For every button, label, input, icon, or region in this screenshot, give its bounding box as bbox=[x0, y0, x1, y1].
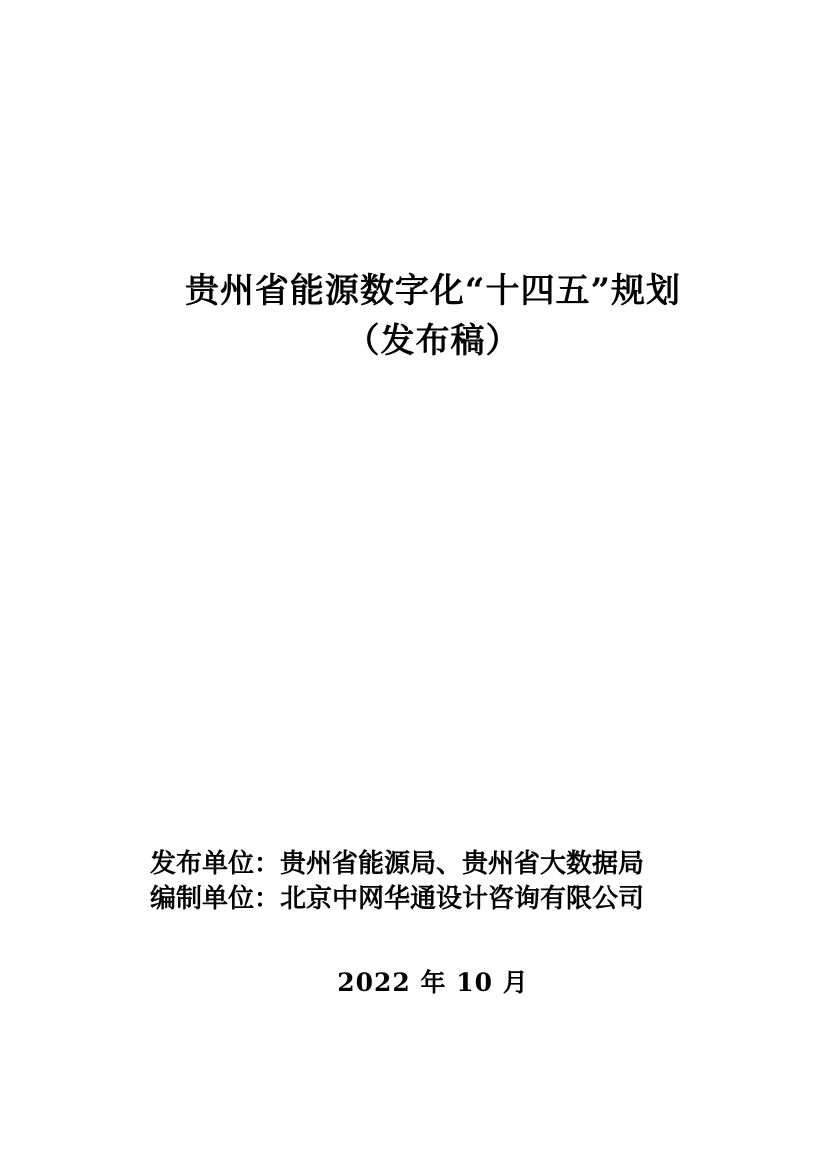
publication-date: 2022 年 10 月 bbox=[337, 968, 529, 997]
document-title-line-2: （发布稿） bbox=[345, 321, 521, 361]
document-title-block bbox=[40, 266, 826, 366]
publisher-line: 发布单位：贵州省能源局、贵州省大数据局 bbox=[150, 849, 645, 879]
publisher-block bbox=[150, 847, 644, 917]
compiler-line: 编制单位：北京中网华通设计咨询有限公司 bbox=[150, 884, 645, 914]
document-title-line-1: 贵州省能源数字化“十四五”规划 bbox=[184, 271, 682, 311]
